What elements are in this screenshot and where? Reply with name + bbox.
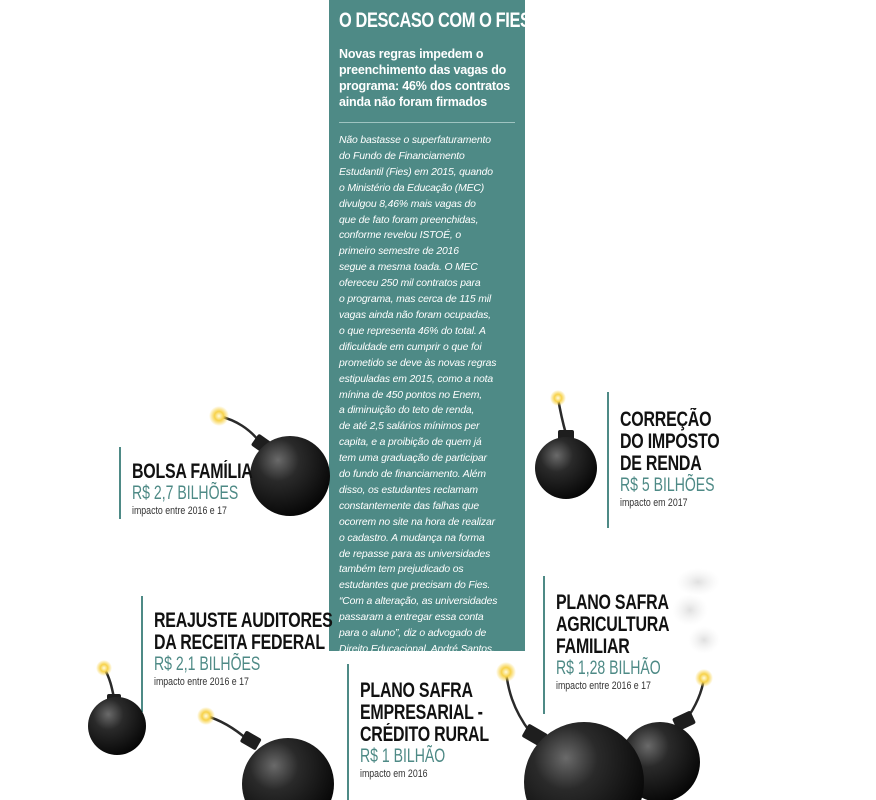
body-line: mínina de 450 pontos no Enem, bbox=[339, 389, 482, 401]
body-line: o programa, mas cerca de 115 mil bbox=[339, 294, 492, 306]
bomb-icon bbox=[488, 658, 728, 800]
sidebar-title: O DESCASO COM O FIES bbox=[339, 9, 531, 32]
bolsa-familia-item bbox=[119, 447, 291, 519]
fies-sidebar bbox=[329, 0, 531, 655]
body-line: divulgou 8,46% mais vagas do bbox=[339, 198, 476, 210]
body-line: tem uma graduação de participar bbox=[339, 453, 487, 465]
body-line: ofereceu 250 mil contratos para bbox=[339, 278, 481, 290]
item-value: R$ 2,1 BILHÕES bbox=[154, 654, 261, 675]
bomb-icon bbox=[528, 388, 608, 502]
body-line: prometido se deve às novas regras bbox=[339, 357, 497, 369]
body-line: do Fundo de Financiamento bbox=[339, 150, 465, 162]
body-line: constantemente das falhas que bbox=[339, 500, 480, 512]
body-line: o cadastro. A mudança na forma bbox=[339, 532, 485, 544]
smoke-icon bbox=[660, 562, 730, 672]
body-line: ocorrem no site na hora de realizar bbox=[339, 516, 495, 528]
item-title: CRÉDITO RURAL bbox=[360, 723, 489, 746]
body-line: Direito Educacional, André Santos. bbox=[339, 644, 495, 655]
body-line: o que representa 46% do total. A bbox=[339, 325, 486, 337]
item-value: R$ 1,28 BILHÃO bbox=[556, 658, 661, 679]
item-note: impacto entre 2016 e 17 bbox=[556, 680, 651, 692]
body-line: do fundo de financiamento. Além bbox=[339, 469, 486, 481]
item-title: PLANO SAFRA bbox=[556, 591, 669, 614]
body-line: capita, e a proibição de quem já bbox=[339, 437, 482, 449]
item-note: impacto em 2016 bbox=[360, 768, 428, 780]
body-line: que de fato foram preenchidas, bbox=[339, 214, 479, 226]
item-title: DO IMPOSTO bbox=[620, 430, 720, 453]
body-line: disso, os estudantes reclamam bbox=[339, 484, 478, 496]
sidebar-divider bbox=[339, 122, 515, 123]
body-line: “Com a alteração, as universidades bbox=[339, 596, 498, 608]
body-line: o Ministério da Educação (MEC) bbox=[339, 182, 485, 194]
item-title: DE RENDA bbox=[620, 452, 702, 475]
item-title: AGRICULTURA bbox=[556, 613, 670, 636]
item-title: DA RECEITA FEDERAL bbox=[154, 631, 325, 654]
body-line: também tem prejudicado os bbox=[339, 564, 464, 576]
body-line: de até 2,5 salários mínimos per bbox=[339, 421, 480, 433]
bomb-icon bbox=[82, 658, 152, 758]
body-line: passaram a entregar essa conta bbox=[339, 612, 484, 624]
item-title: PLANO SAFRA bbox=[360, 679, 473, 702]
bomb-icon bbox=[196, 706, 336, 800]
sidebar-subtitle: Novas regras impedem o preenchimento das vagas do programa: 46% dos contratos ainda não foram firmados bbox=[339, 47, 511, 109]
item-title: EMPRESARIAL - bbox=[360, 701, 483, 724]
body-line: Estudantil (Fies) em 2015, quando bbox=[339, 166, 493, 178]
sidebar-body bbox=[339, 133, 515, 658]
correcao-ir-item bbox=[607, 392, 751, 528]
body-line: Não bastasse o superfaturamento bbox=[339, 135, 491, 146]
item-note: impacto entre 2016 e 17 bbox=[132, 505, 227, 517]
body-line: segue a mesma toada. O MEC bbox=[339, 262, 478, 274]
item-value: R$ 1 BILHÃO bbox=[360, 746, 446, 767]
body-line: estipuladas em 2015, como a nota bbox=[339, 373, 494, 385]
body-line: primeiro semestre de 2016 bbox=[339, 246, 459, 258]
body-line: dificuldade em cumprir o que foi bbox=[339, 341, 482, 353]
body-line: conforme revelou ISTOÉ, o bbox=[339, 230, 461, 242]
item-title: REAJUSTE AUDITORES bbox=[154, 609, 333, 632]
item-title: FAMILIAR bbox=[556, 635, 630, 658]
item-note: impacto em 2017 bbox=[620, 497, 688, 509]
item-title: CORREÇÃO bbox=[620, 408, 712, 431]
item-value: R$ 2,7 BILHÕES bbox=[132, 483, 239, 504]
item-value: R$ 5 BILHÕES bbox=[620, 475, 715, 496]
item-note: impacto entre 2016 e 17 bbox=[154, 676, 249, 688]
body-line: vagas ainda não foram ocupadas, bbox=[339, 309, 491, 321]
body-line: de repasse para as universidades bbox=[339, 548, 491, 560]
body-line: para o aluno”, diz o advogado de bbox=[339, 628, 487, 640]
body-line: estudantes que precisam do Fies. bbox=[339, 580, 491, 592]
body-line: a diminuição do teto de renda, bbox=[339, 405, 475, 417]
item-title: BOLSA FAMÍLIA bbox=[132, 460, 253, 483]
